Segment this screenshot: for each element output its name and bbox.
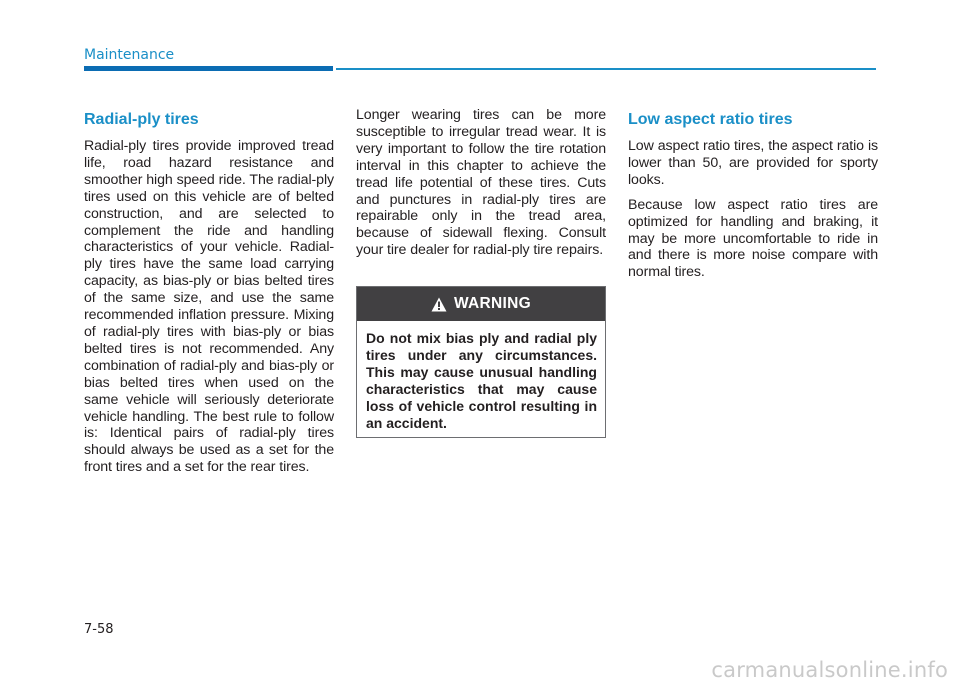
low-aspect-paragraph-1: Low aspect ratio tires, the aspect ratio is lower than 50, are provided for sporty looks. xyxy=(628,138,878,188)
header-rule-thin xyxy=(336,68,876,70)
radial-ply-paragraph: Radial-ply tires provide improved tread life, road hazard resistance and smoother high speed ride. The radial-ply tires used on this vehicle are of belted construction, and are selected to complement the ride and handling characteristics of your vehicle. Radial-ply tires have the same load carrying capacity, as bias-ply or bias belted tires of the same size, and use the same recommended inflation pressure. Mixing of radial-ply tires with bias-ply or bias belted tires is not recommended. Any combination of radial-ply and bias-ply or bias belted tires when used on the same vehicle will seriously deteriorate vehicle handling. The best rule to follow is: Identical pairs of radial-ply tires should always be used as a set for the front tires and a set for the rear tires. xyxy=(84,138,334,476)
radial-ply-heading: Radial-ply tires xyxy=(84,111,199,128)
left-column xyxy=(84,107,334,484)
warning-header xyxy=(357,287,605,321)
right-column xyxy=(628,107,878,289)
middle-column xyxy=(356,107,606,267)
watermark: carmanualsonline.info xyxy=(711,658,948,682)
low-aspect-heading: Low aspect ratio tires xyxy=(628,111,793,128)
header-rule-thick xyxy=(84,66,333,71)
warning-box xyxy=(356,286,606,438)
tread-wear-paragraph: Longer wearing tires can be more susceptible to irregular tread wear. It is very important to follow the tire rotation interval in this chapter to achieve the tread life potential of these tires. Cuts and punctures in radial-ply tires are repairable only in the tread area, because of sidewall flexing. Consult your tire dealer for radial-ply tire repairs. xyxy=(356,107,606,259)
section-header-label: Maintenance xyxy=(84,47,175,63)
warning-text: Do not mix bias ply and radial ply tires under any circumstances. This may cause unusual handling characteristics that may cause loss of vehicle control resulting in an accident. xyxy=(366,330,597,431)
warning-triangle-icon xyxy=(431,297,447,312)
warning-label: WARNING xyxy=(453,295,531,312)
low-aspect-paragraph-2: Because low aspect ratio tires are optimized for handling and braking, it may be more uncomfortable to ride in and there is more noise compare with normal tires. xyxy=(628,196,878,281)
page-number: 7-58 xyxy=(84,622,114,637)
